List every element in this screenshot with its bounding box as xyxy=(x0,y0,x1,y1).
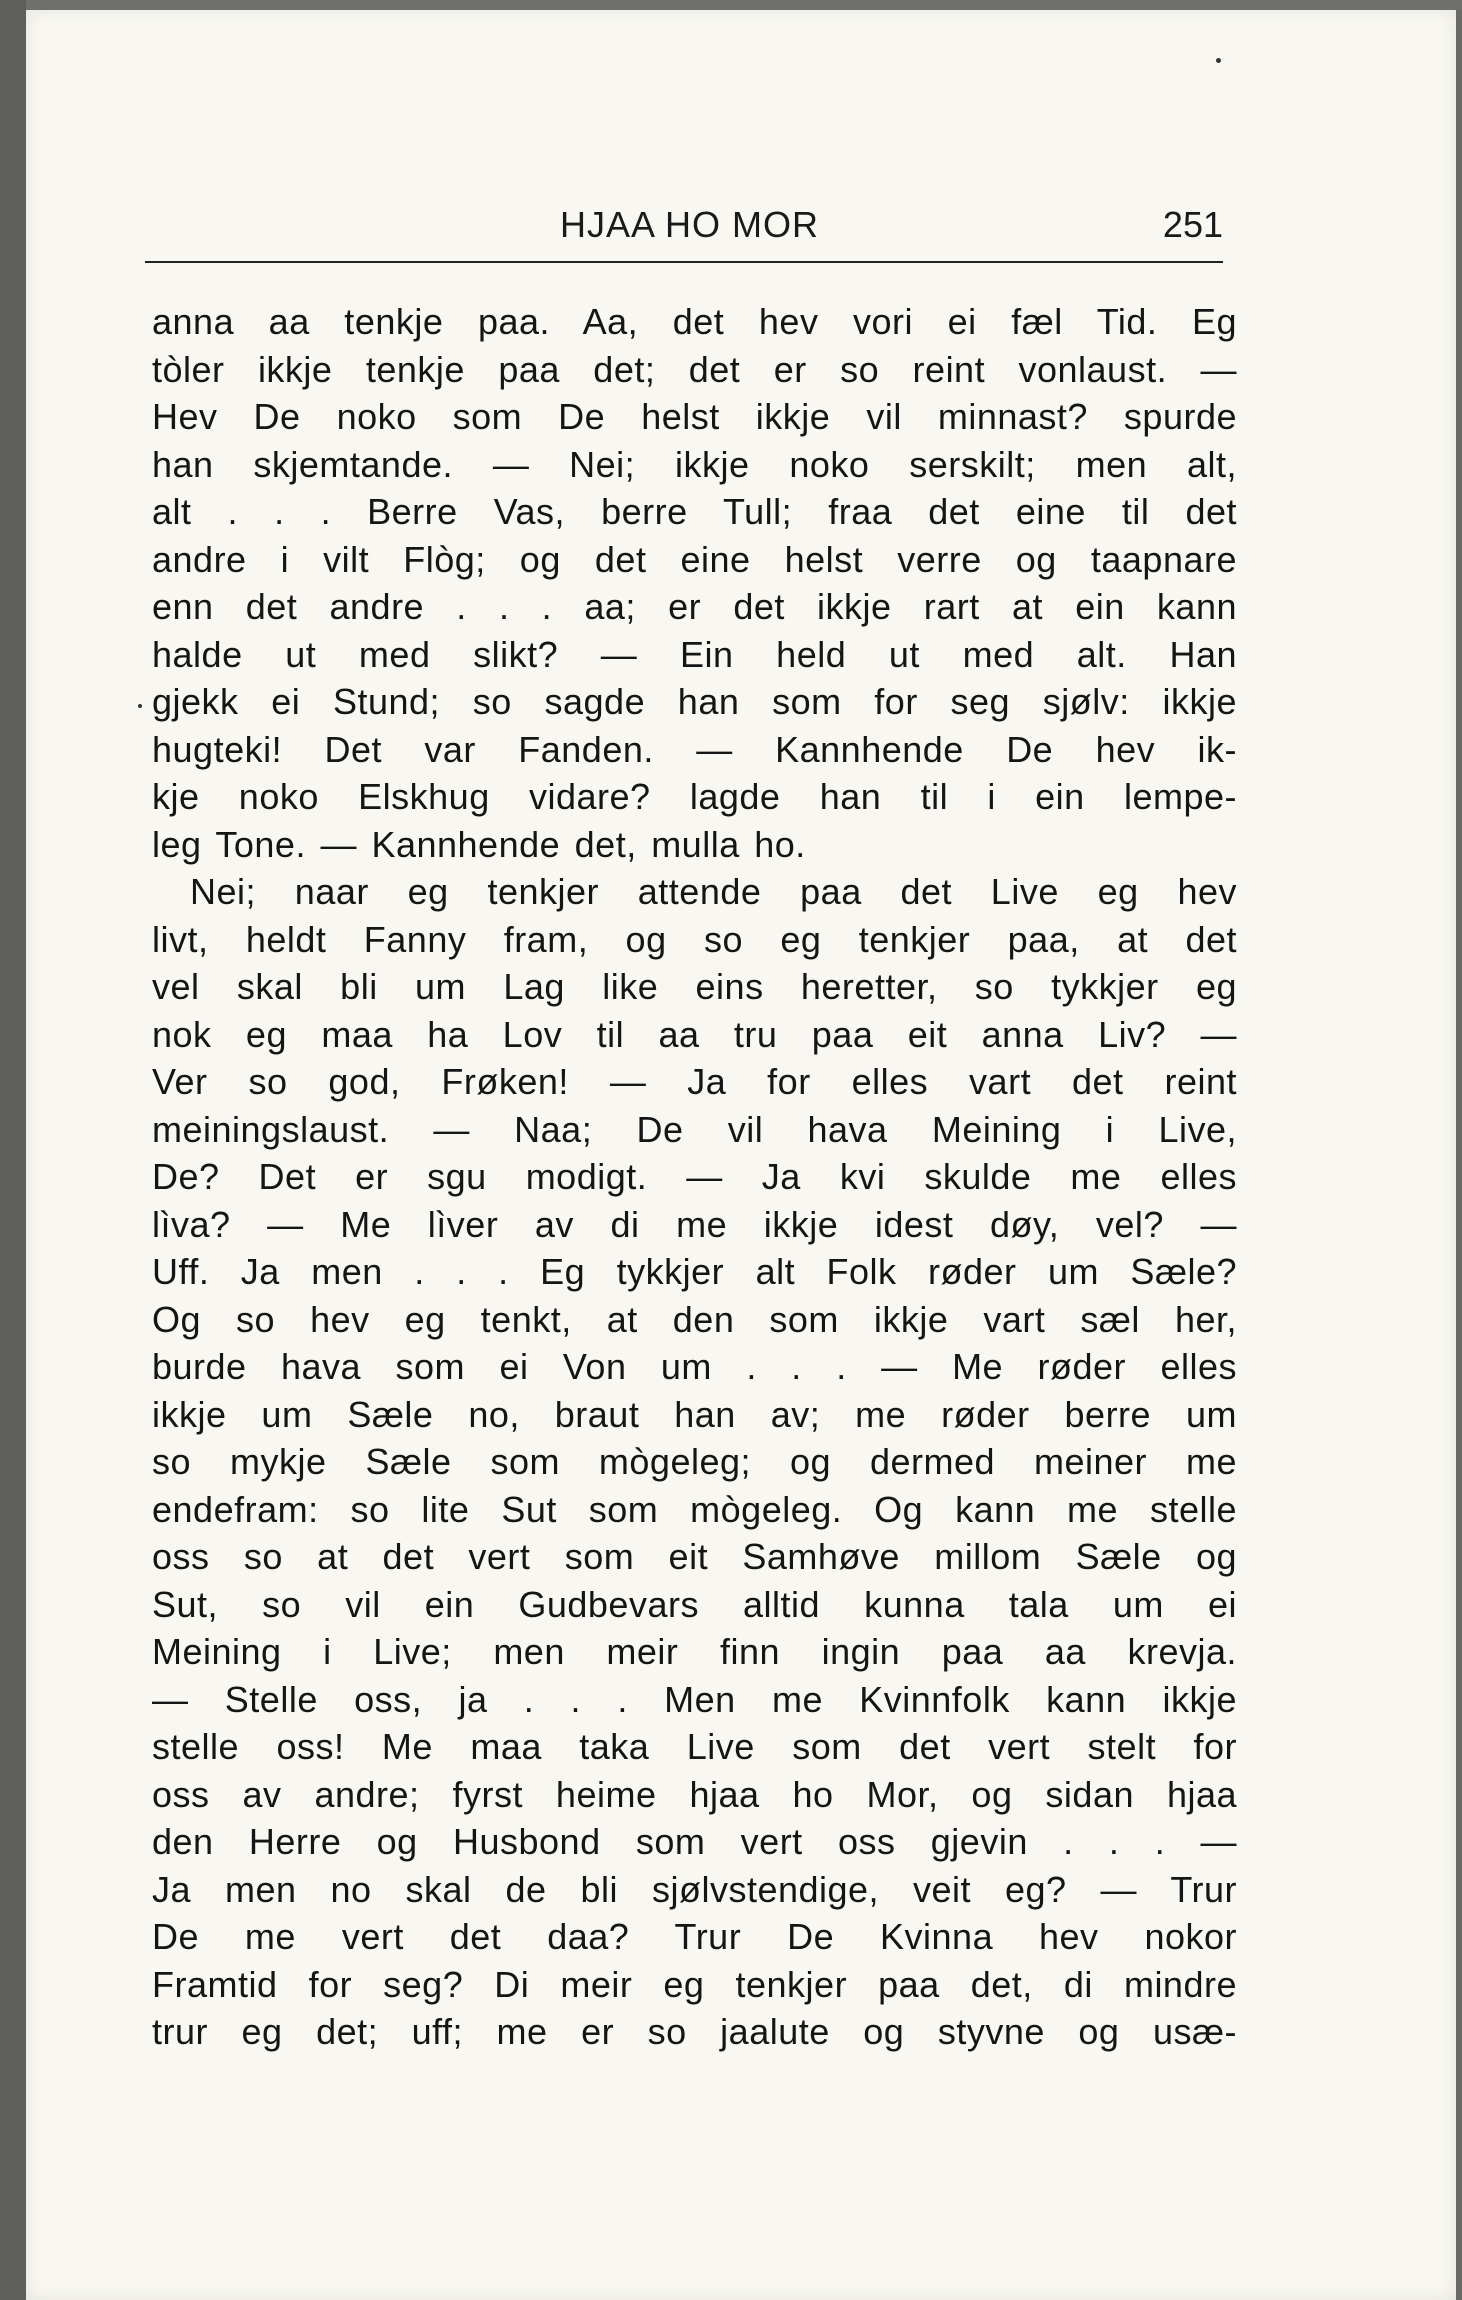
scan-background-top xyxy=(0,0,1462,10)
running-title: HJAA HO MOR xyxy=(560,204,820,245)
text-line: De? Det er sgu modigt. — Ja kvi skulde me elles xyxy=(152,1156,1237,1197)
text-line: tòler ikkje tenkje paa det; det er so reint vonlaust. — xyxy=(152,348,1237,390)
text-line: burde hava som ei Von um . . . — Me røder elles xyxy=(152,1346,1237,1387)
text-line: Sut, so vil ein Gudbevars alltid kunna tala um ei xyxy=(152,1583,1237,1625)
text-line: livt, heldt Fanny fram, og so eg tenkjer paa, at det xyxy=(152,918,1237,960)
text-line: Uff. Ja men . . . Eg tykkjer alt Folk røder um Sæle? xyxy=(152,1251,1237,1292)
text-line: lìva? — Me lìver av di me ikkje idest døy, vel? — xyxy=(152,1203,1237,1245)
text-line: Hev De noko som De helst ikkje vil minnast? spurde xyxy=(152,396,1237,437)
text-line: — Stelle oss, ja . . . Men me Kvinnfolk kann ikkje xyxy=(152,1678,1237,1720)
scan-background-left xyxy=(0,0,26,2300)
text-line: enn det andre . . . aa; er det ikkje rart at ein kann xyxy=(152,586,1237,627)
text-line: kje noko Elskhug vidare? lagde han til i ein lempe- xyxy=(152,776,1237,817)
text-line: halde ut med slikt? — Ein held ut med alt. Han xyxy=(152,633,1237,675)
text-line: stelle oss! Me maa taka Live som det vert stelt for xyxy=(152,1726,1237,1767)
text-line: nok eg maa ha Lov til aa tru paa eit anna Liv? — xyxy=(152,1013,1237,1055)
text-line: alt . . . Berre Vas, berre Tull; fraa det eine til det xyxy=(152,491,1237,532)
text-line: han skjemtande. — Nei; ikkje noko serskilt; men alt, xyxy=(152,443,1237,485)
text-line: hugteki! Det var Fanden. — Kannhende De hev ik- xyxy=(152,728,1237,770)
text-line: oss av andre; fyrst heime hjaa ho Mor, og sidan hjaa xyxy=(152,1773,1237,1815)
text-line: Meining i Live; men meir finn ingin paa aa krevja. xyxy=(152,1631,1237,1672)
text-line: anna aa tenkje paa. Aa, det hev vori ei fæl Tid. Eg xyxy=(152,301,1237,342)
text-line: ikkje um Sæle no, braut han av; me røder berre um xyxy=(152,1393,1237,1435)
header-rule xyxy=(145,261,1223,263)
print-speck xyxy=(1216,58,1221,63)
text-line: oss so at det vert som eit Samhøve millom Sæle og xyxy=(152,1536,1237,1577)
page-header xyxy=(145,196,1223,260)
text-line: den Herre og Husbond som vert oss gjevin . . . — xyxy=(152,1821,1237,1862)
body-text xyxy=(152,298,1237,2056)
print-speck xyxy=(138,704,142,708)
text-line: leg Tone. — Kannhende det, mulla ho. xyxy=(152,823,806,865)
text-line: Nei; naar eg tenkjer attende paa det Live eg hev xyxy=(190,871,1237,912)
text-line: so mykje Sæle som mògeleg; og dermed meiner me xyxy=(152,1441,1237,1482)
text-line: Og so hev eg tenkt, at den som ikkje vart sæl her, xyxy=(152,1298,1237,1340)
text-line: endefram: so lite Sut som mògeleg. Og kann me stelle xyxy=(152,1488,1237,1530)
text-line: De me vert det daa? Trur De Kvinna hev nokor xyxy=(152,1916,1237,1957)
text-line: Ver so god, Frøken! — Ja for elles vart det reint xyxy=(152,1061,1237,1102)
text-line: Framtid for seg? Di meir eg tenkjer paa det, di mindre xyxy=(152,1963,1237,2005)
text-line: Ja men no skal de bli sjølvstendige, veit eg? — Trur xyxy=(152,1868,1237,1910)
page-number: 251 xyxy=(1162,204,1223,245)
text-line: vel skal bli um Lag like eins heretter, so tykkjer eg xyxy=(152,966,1237,1007)
text-line: trur eg det; uff; me er so jaalute og styvne og usæ- xyxy=(152,2011,1237,2052)
text-line: gjekk ei Stund; so sagde han som for seg sjølv: ikkje xyxy=(152,681,1237,722)
text-line: andre i vilt Flòg; og det eine helst verre og taapnare xyxy=(152,538,1237,580)
text-line: meiningslaust. — Naa; De vil hava Meining i Live, xyxy=(152,1108,1237,1150)
